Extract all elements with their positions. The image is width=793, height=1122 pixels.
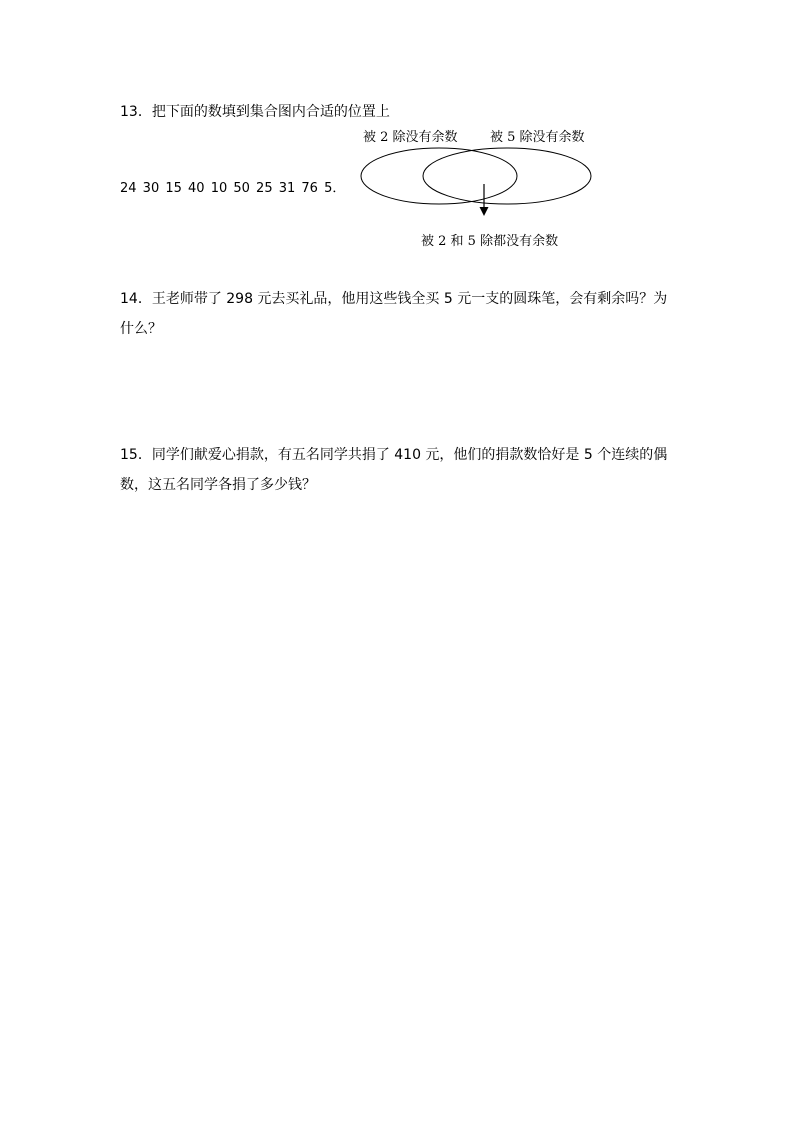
- venn-right-label: 被 5 除没有余数: [490, 130, 585, 145]
- venn-left-label: 被 2 除没有余数: [363, 130, 458, 145]
- question-13-numbers: 24 30 15 40 10 50 25 31 76 5．: [120, 181, 346, 196]
- question-14-text: 14．王老师带了 298 元去买礼品，他用这些钱全买 5 元一支的圆珠笔，会有剩余吗？为什么？: [120, 291, 668, 337]
- venn-arrow-head: [480, 207, 489, 216]
- venn-intersection-label: 被 2 和 5 除都没有余数: [421, 234, 559, 249]
- venn-diagram: [355, 124, 605, 259]
- venn-left-ellipse: [361, 148, 517, 204]
- venn-right-ellipse: [423, 148, 591, 204]
- question-15-text: 15．同学们献爱心捐款，有五名同学共捐了 410 元，他们的捐款数恰好是 5 个连续的偶数，这五名同学各捐了多少钱？: [120, 447, 668, 493]
- question-13-text: 13．把下面的数填到集合图内合适的位置上: [120, 104, 390, 120]
